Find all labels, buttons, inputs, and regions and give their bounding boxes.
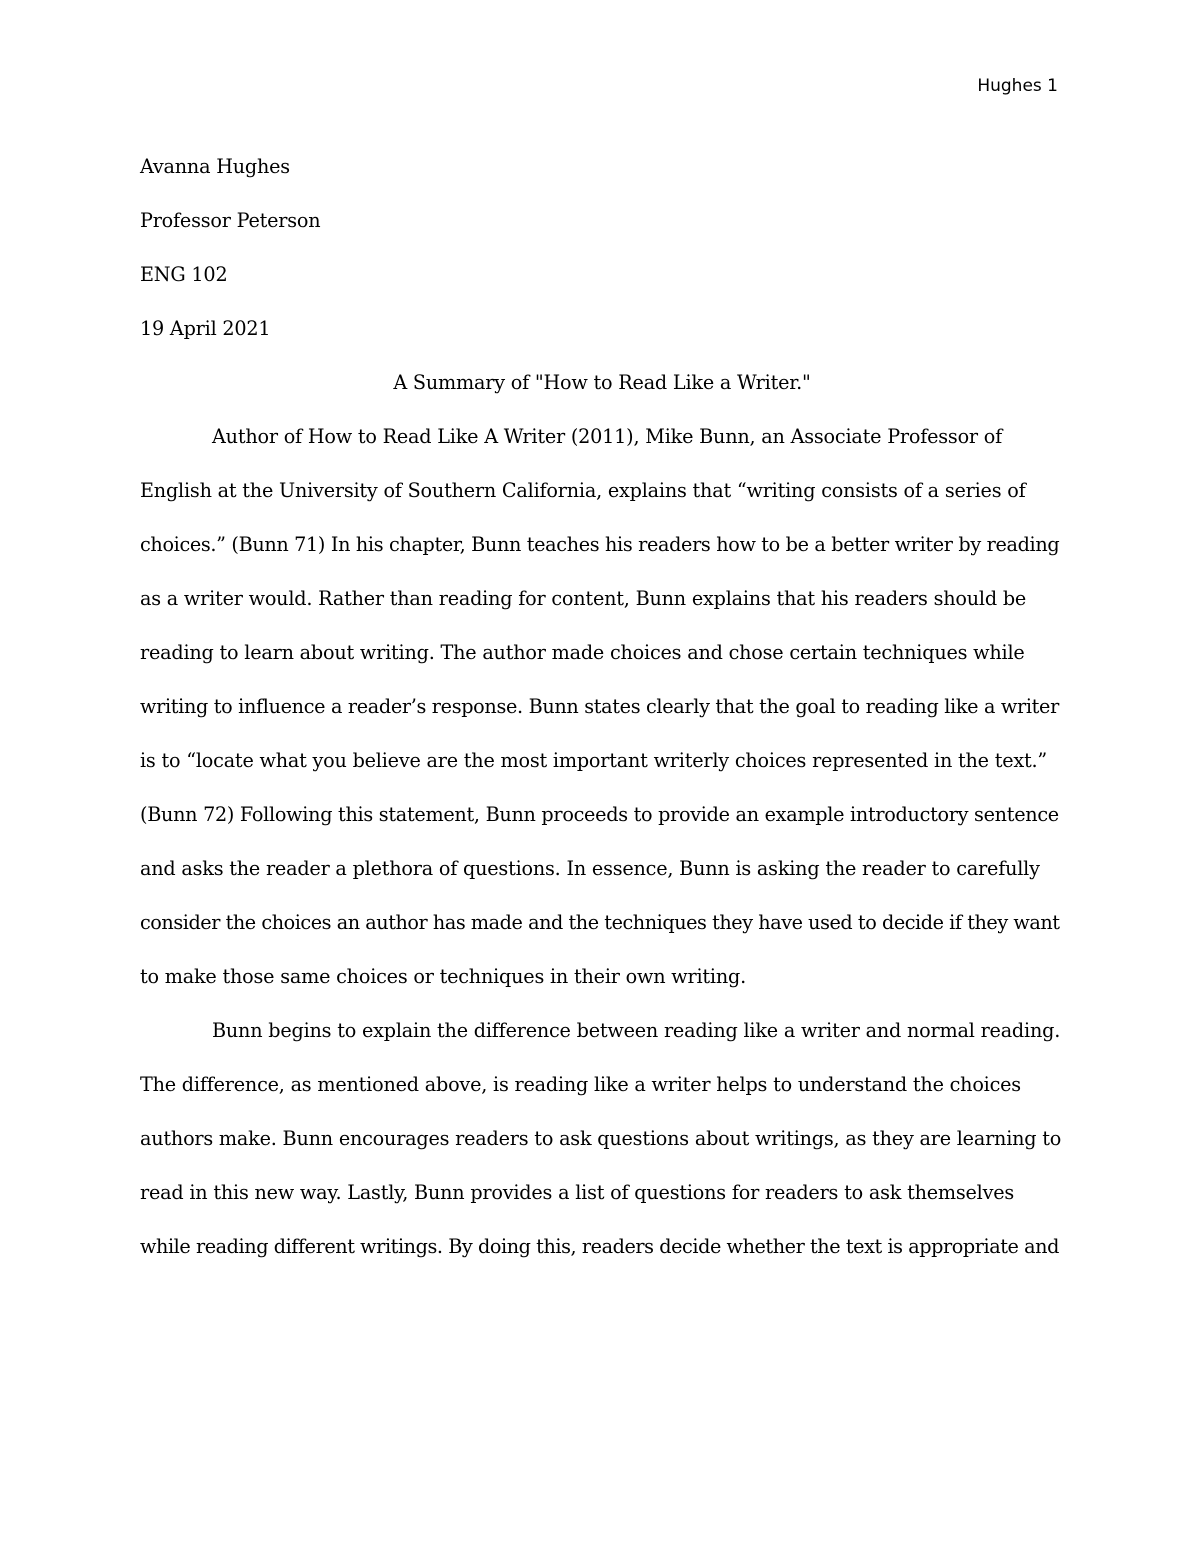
running-head: Hughes 1: [977, 76, 1058, 96]
paragraph-line: English at the University of Southern California, explains that “writing consists of a series of: [140, 479, 1026, 502]
document-body: [140, 140, 1064, 1274]
paragraph-line: authors make. Bunn encourages readers to ask questions about writings, as they are learning to: [140, 1127, 1062, 1150]
date: 19 April 2021: [140, 317, 271, 340]
course-name: ENG 102: [140, 263, 228, 286]
paragraph-line: is to “locate what you believe are the most important writerly choices represented in the text.”: [140, 749, 1048, 772]
paragraph-line: reading to learn about writing. The author made choices and chose certain techniques while: [140, 641, 1025, 664]
paragraph-line: and asks the reader a plethora of questions. In essence, Bunn is asking the reader to carefully: [140, 857, 1040, 880]
paragraph-line: to make those same choices or techniques in their own writing.: [140, 965, 746, 988]
professor-name: Professor Peterson: [140, 209, 321, 232]
essay-title: A Summary of "How to Read Like a Writer.": [393, 371, 811, 394]
paragraph-line: consider the choices an author has made and the techniques they have used to decide if they want: [140, 911, 1060, 934]
paragraph-line: Bunn begins to explain the difference between reading like a writer and normal reading.: [212, 1019, 1061, 1042]
paragraph-line: as a writer would. Rather than reading for content, Bunn explains that his readers should be: [140, 587, 1027, 610]
paragraph-1: [140, 410, 1064, 1004]
paragraph-line: while reading different writings. By doing this, readers decide whether the text is appropriate and: [140, 1235, 1059, 1258]
paragraph-line: The difference, as mentioned above, is reading like a writer helps to understand the choices: [140, 1073, 1021, 1096]
paragraph-line: choices.” (Bunn 71) In his chapter, Bunn teaches his readers how to be a better writer by reading: [140, 533, 1060, 556]
paragraph-line: Author of How to Read Like A Writer (2011), Mike Bunn, an Associate Professor of: [212, 425, 1003, 448]
paragraph-line: (Bunn 72) Following this statement, Bunn proceeds to provide an example introductory sentence: [140, 803, 1059, 826]
paragraph-line: read in this new way. Lastly, Bunn provides a list of questions for readers to ask themselves: [140, 1181, 1015, 1204]
paragraph-line: writing to influence a reader’s response. Bunn states clearly that the goal to reading like a writer: [140, 695, 1059, 718]
student-name: Avanna Hughes: [140, 155, 290, 178]
paragraph-2: [140, 1004, 1064, 1274]
